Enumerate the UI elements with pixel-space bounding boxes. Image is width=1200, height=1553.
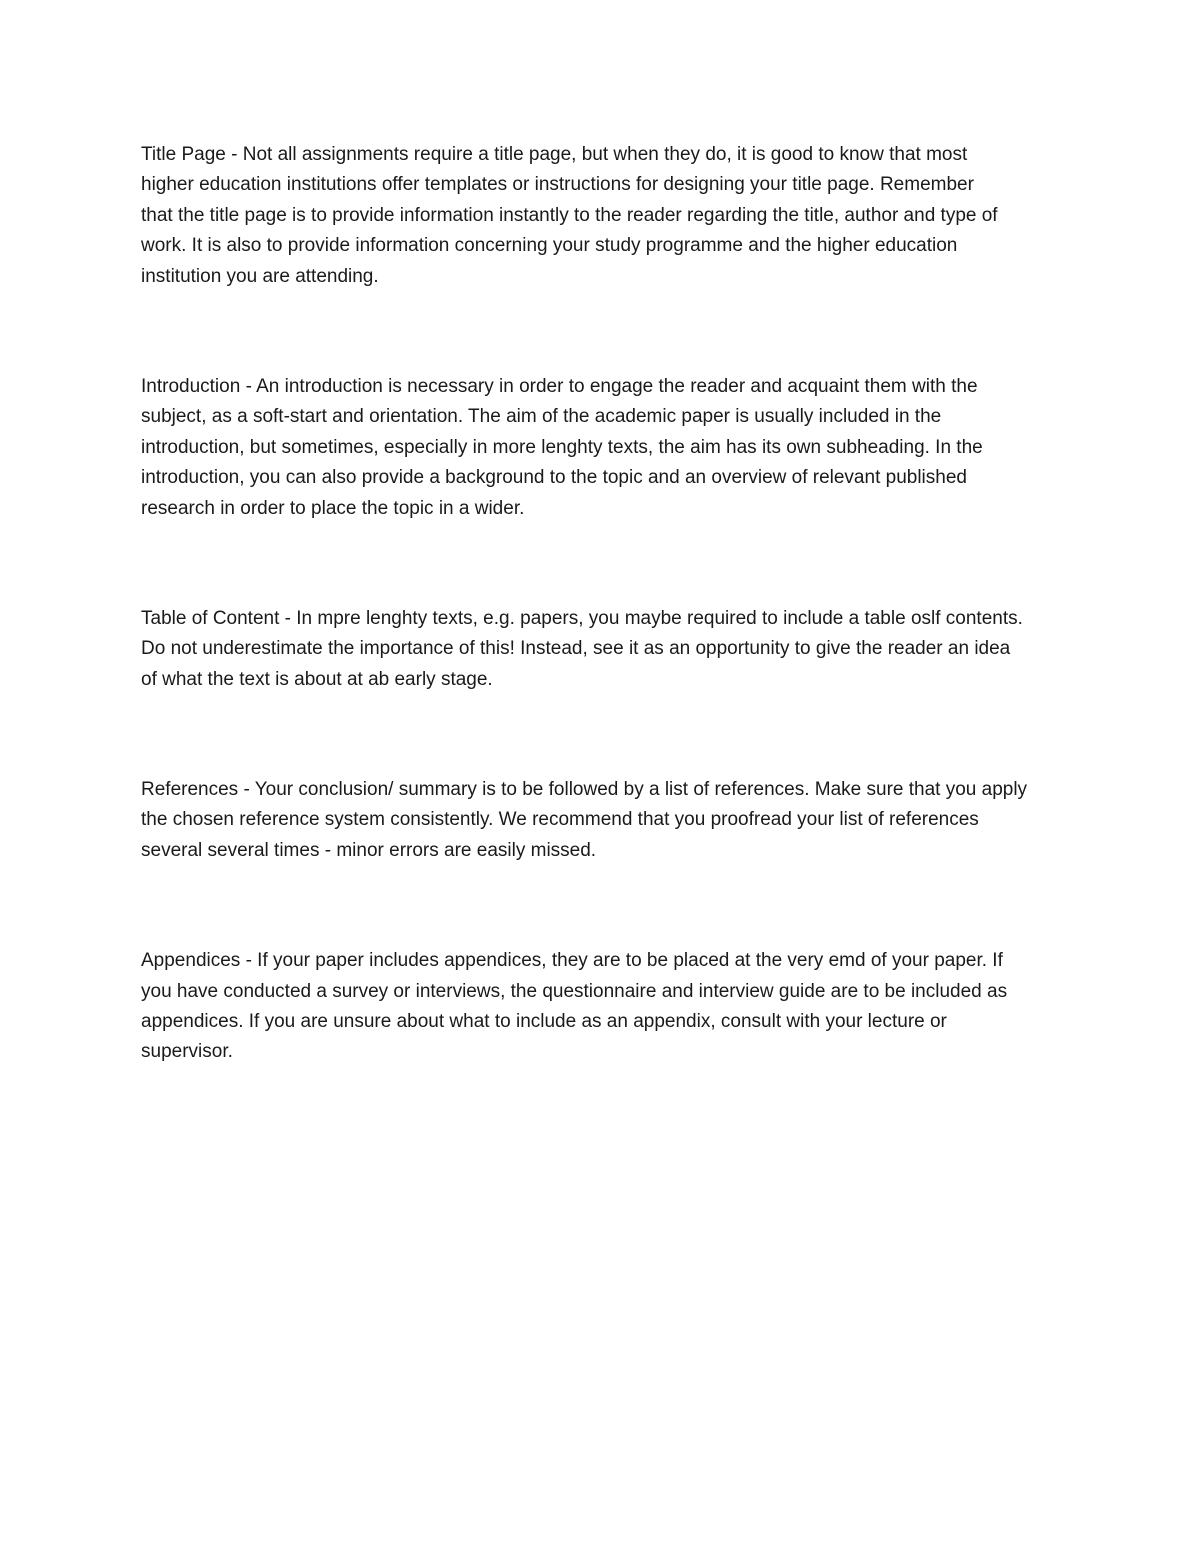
paragraph-line: that the title page is to provide information instantly to the reader regarding the title, author and type of [141, 204, 998, 226]
paragraph-line: of what the text is about at ab early stage. [141, 668, 493, 690]
paragraph-table-of-content [141, 604, 1071, 695]
paragraph-line: Appendices - If your paper includes appendices, they are to be placed at the very emd of your paper. If [141, 950, 1003, 972]
paragraph-line: several several times - minor errors are easily missed. [141, 839, 597, 861]
paragraph-line: research in order to place the topic in a wider. [141, 497, 525, 519]
paragraph-line: institution you are attending. [141, 265, 379, 287]
paragraph-spacer [141, 292, 1071, 372]
paragraph-line: Do not underestimate the importance of this! Instead, see it as an opportunity to give the reader an idea [141, 638, 1011, 660]
paragraph-line: References - Your conclusion/ summary is to be followed by a list of references. Make sure that you apply [141, 779, 1028, 801]
paragraph-appendices [141, 946, 1071, 1068]
paragraph-line: higher education institutions offer templates or instructions for designing your title page. Remember [141, 174, 974, 196]
paragraph-line: introduction, but sometimes, especially in more lenghty texts, the aim has its own subheading. In the [141, 436, 983, 458]
document-body [141, 140, 1071, 1068]
paragraph-spacer [141, 695, 1071, 775]
paragraph-line: supervisor. [141, 1041, 233, 1063]
paragraph-spacer [141, 866, 1071, 946]
paragraph-spacer [141, 524, 1071, 604]
paragraph-line: work. It is also to provide information concerning your study programme and the higher education [141, 235, 958, 257]
paragraph-line: Table of Content - In mpre lenghty texts, e.g. papers, you maybe required to include a table oslf contents. [141, 607, 1023, 629]
paragraph-line: the chosen reference system consistently. We recommend that you proofread your list of references [141, 809, 979, 831]
paragraph-line: appendices. If you are unsure about what to include as an appendix, consult with your lecture or [141, 1011, 947, 1033]
paragraph-line: subject, as a soft-start and orientation. The aim of the academic paper is usually included in the [141, 406, 942, 428]
paragraph-references [141, 775, 1071, 866]
paragraph-title-page [141, 140, 1071, 292]
paragraph-line: introduction, you can also provide a background to the topic and an overview of relevant published [141, 467, 967, 489]
paragraph-line: Introduction - An introduction is necessary in order to engage the reader and acquaint them with the [141, 375, 978, 397]
paragraph-line: Title Page - Not all assignments require a title page, but when they do, it is good to know that most [141, 144, 968, 165]
paragraph-line: you have conducted a survey or interviews, the questionnaire and interview guide are to be included as [141, 980, 1008, 1002]
paragraph-introduction [141, 372, 1071, 524]
